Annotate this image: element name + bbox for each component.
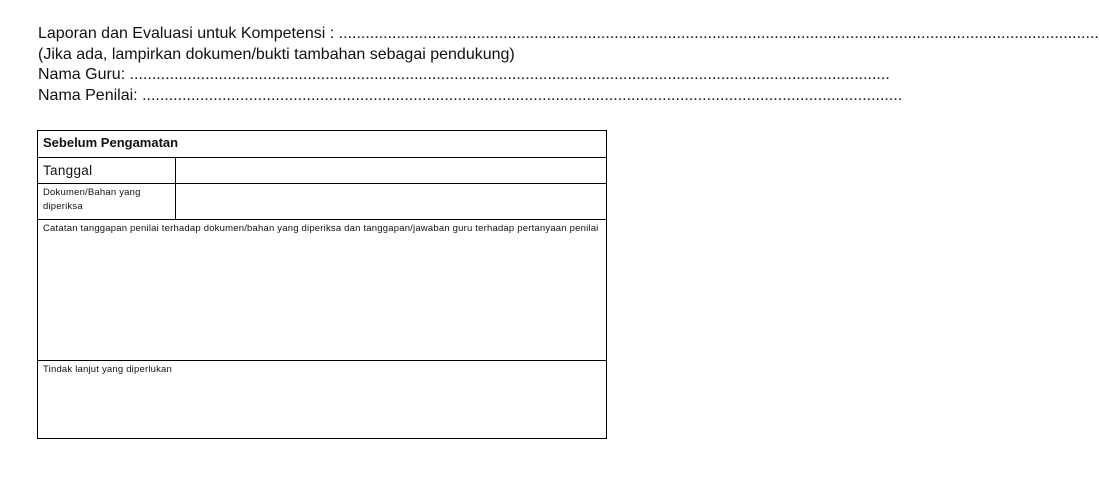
teacher-name-label: Nama Guru [38, 66, 121, 83]
date-row [38, 158, 607, 184]
notes-row [38, 220, 607, 361]
section-title: Sebelum Pengamatan [38, 131, 607, 158]
attachment-note-line [38, 45, 603, 66]
notes-field[interactable] [38, 220, 607, 361]
observation-form-table [37, 130, 607, 439]
competency-label: Laporan dan Evaluasi untuk Kompetensi : [38, 25, 335, 42]
follow-up-field[interactable] [38, 361, 607, 439]
documents-label: Dokumen/Bahan yang diperiksa [38, 184, 176, 220]
assessor-colon: : [133, 86, 138, 104]
attachment-note: (Jika ada, lampirkan dokumen/bukti tambahan sebagai pendukung) [38, 45, 515, 63]
documents-field[interactable] [176, 184, 607, 220]
section-header-row [38, 131, 607, 158]
follow-up-label: Tindak lanjut yang diperlukan [43, 364, 173, 375]
date-label: Tanggal [38, 158, 176, 184]
documents-row [38, 184, 607, 220]
teacher-name-line [38, 65, 890, 86]
teacher-name-dots: ........................................................................................................................................................................... [129, 66, 890, 83]
date-field[interactable] [176, 158, 607, 184]
notes-label: Catatan tanggapan penilai terhadap dokumen/bahan yang diperiksa dan tanggapan/jawaban guru terhadap pertanyaan penilai [43, 223, 599, 234]
competency-line [38, 24, 1099, 45]
follow-up-row [38, 361, 607, 439]
assessor-name-dots: ........................................................................................................................................................................... [142, 86, 903, 104]
assessor-name-line [38, 86, 903, 107]
form-header [38, 24, 1099, 106]
competency-dots: ........................................................................................................................................................................... [338, 25, 1099, 42]
assessor-name-label: Nama Penilai [38, 86, 134, 104]
teacher-colon: : [120, 66, 126, 83]
